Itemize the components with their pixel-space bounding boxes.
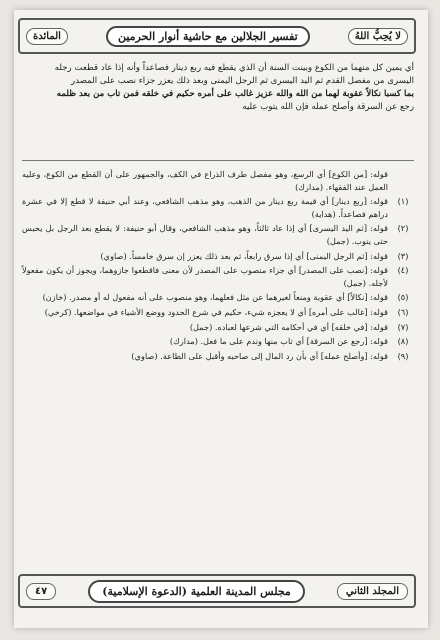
main-text-line: رجع عن السرقة وأصلح عمله فإن الله يتوب عليه: [242, 102, 414, 112]
header-title: تفسير الجلالين مع حاشية أنوار الحرمين: [106, 26, 310, 47]
commentary-notes: [22, 168, 414, 364]
publisher-label: مجلس المدينة العلمية (الدعوة الإسلامية): [88, 580, 305, 603]
header-surah-name: المائدة: [26, 28, 68, 45]
note-item: (٤) قوله: [نصب على المصدر] أي جزاء منصوب على المصدر لأن معنى فاقطعوا جازوهما، ويجوز أن يكون مفعولاً لأجله. (جمل): [22, 265, 409, 288]
note-item: (٥) قوله: [نكالاً] أي عقوبة ومنعاً لغيرهما عن مثل فعلهما، وهو منصوب على أنه مفعول له أو مصدر. (خازن): [42, 292, 409, 303]
note-item: (٧) قوله: [في خلقه] أي في أحكامه التي شرعها لعباده. (جمل): [189, 321, 409, 332]
note-item: (١) قوله: [ربع دينار] أي قيمة ربع دينار من الذهب، وهو مذهب الشافعي، وعند أبي حنيفة لا قطع إلا في عشرة دراهم فصاعداً. (هداية): [22, 196, 409, 219]
page-header: [18, 18, 416, 54]
main-text-line: اليسرى من مفصل القدم ثم اليد اليسرى ثم الرجل اليمنى وبعد ذلك يعزر جزاء نصب على المصدر: [71, 76, 414, 86]
note-item: (٨) قوله: [رجع عن السرقة] أي تاب منها وندم على ما فعل. (مدارك): [169, 336, 409, 347]
page-footer: [18, 574, 416, 608]
note-item: (٢) قوله: [ثم اليد اليسرى] أي إذا عاد ثالثاً، وهو مذهب الشافعي، وقال أبو حنيفة: لا يقطع بعد الرجل بل يحبس حتى يتوب. (جمل): [22, 223, 409, 246]
note-item: (٩) قوله: [وأصلح عمله] أي بأن رد المال إلى صاحبه وأقبل على الطاعة. (صاوي): [131, 350, 409, 361]
note-item: (٣) قوله: [ثم الرجل اليمنى] أي إذا سرق رابعاً، ثم بعد ذلك يعزر إن سرق خامساً. (صاوي): [100, 250, 409, 261]
main-text-line: أي يمين كل منهما من الكوع وبينت السنة أن الذي يقطع فيه ربع دينار فصاعداً وأنه إذا عاد قطعت رجله: [54, 63, 414, 73]
note-item: قوله: [من الكوع] أي الرسغ، وهو مفصل طرف الذراع في الكف، والجمهور على أن القطع من الكوع، وعليه العمل عند الفقهاء. (مدارك): [22, 169, 388, 192]
header-right-label: لا يُحِبُّ اللهُ: [348, 28, 408, 45]
volume-label: المجلد الثاني: [337, 583, 408, 600]
page-number: ٤٧: [26, 583, 56, 600]
main-text: [22, 62, 414, 114]
main-text-line: بما كسبا نكالاً عقوبة لهما من الله والله عزيز غالب على أمره حكيم في خلقه فمن تاب من بعد ظلمه: [56, 89, 414, 99]
note-item: (٦) قوله: [غالب على أمره] أي لا يعجزه شيء، حكيم في شرع الحدود ووضع الأشياء في مواضعها. (كرخي): [44, 306, 409, 317]
section-divider: [22, 160, 414, 161]
